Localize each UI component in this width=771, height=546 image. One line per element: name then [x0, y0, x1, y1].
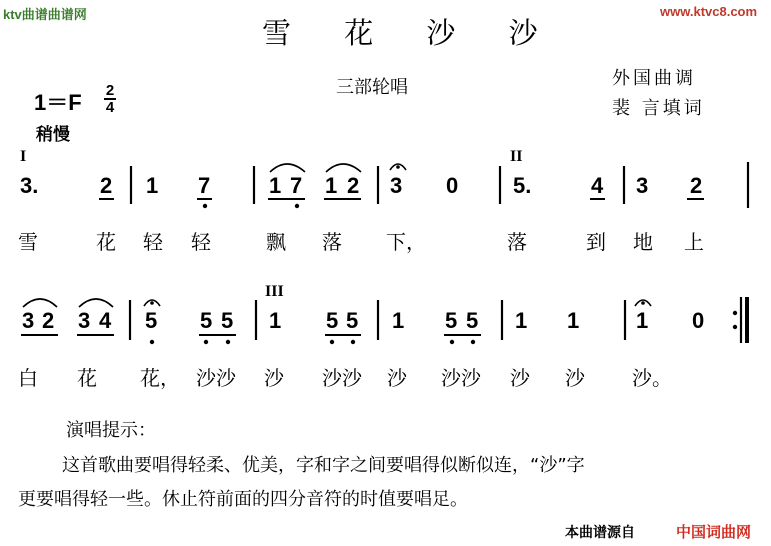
note: 5: [346, 308, 359, 333]
lyric: 沙沙: [196, 366, 236, 390]
note: 5: [466, 308, 479, 333]
lyric: 沙。: [632, 366, 672, 390]
note: 5.: [513, 173, 532, 198]
time-signature-top: 2: [105, 82, 115, 99]
note: 5: [145, 308, 158, 333]
slur: [270, 164, 305, 172]
octave-dot: [226, 340, 230, 344]
lyric: 到: [586, 230, 606, 254]
note: 3: [78, 308, 91, 333]
fermata-dot: [396, 165, 400, 169]
round-marker-2: II: [510, 148, 523, 165]
lyric: 雪: [18, 230, 38, 254]
watermark-right: www.ktvc8.com: [660, 4, 758, 19]
song-title: 雪 花 沙 沙: [262, 16, 560, 50]
repeat-bar-thick: [745, 297, 749, 343]
music-credit: 外国曲调: [612, 68, 696, 89]
slur: [23, 299, 57, 307]
performance-style: 三部轮唱: [336, 77, 408, 98]
lyric: 花，: [140, 366, 180, 390]
note: 5: [326, 308, 339, 333]
note: 4: [591, 173, 604, 198]
octave-dot: [471, 340, 475, 344]
note: 1: [392, 308, 405, 333]
lyric: 地: [633, 230, 653, 254]
octave-dot: [204, 340, 208, 344]
octave-dot: [450, 340, 454, 344]
lyric: 沙沙: [322, 366, 362, 390]
repeat-dot: [733, 311, 737, 315]
repeat-dot: [733, 325, 737, 329]
note: 2: [100, 173, 113, 198]
tempo-marking: 稍慢: [36, 125, 70, 145]
note: 1: [269, 308, 282, 333]
note: 5: [221, 308, 234, 333]
octave-dot: [351, 340, 355, 344]
note: 4: [99, 308, 112, 333]
note: 3: [22, 308, 35, 333]
note: 2: [347, 173, 360, 198]
tips-text-line-1: 这首歌曲要唱得轻柔、优美，字和字之间要唱得似断似连，“沙”字: [62, 455, 585, 476]
round-marker-3: III: [265, 283, 284, 300]
note: 3: [390, 173, 403, 198]
note: 1: [325, 173, 338, 198]
slur: [79, 299, 113, 307]
source-site-link[interactable]: 中国词曲网: [676, 523, 752, 541]
lyric: 轻: [191, 230, 211, 254]
note: 2: [42, 308, 55, 333]
octave-dot: [295, 204, 299, 208]
lyric: 白: [18, 366, 38, 390]
lyric: 沙沙: [441, 366, 481, 390]
note: 1: [515, 308, 528, 333]
fermata-dot: [150, 301, 154, 305]
lyric: 沙: [387, 366, 407, 390]
lyric: 沙: [565, 366, 585, 390]
lyric: 下，: [386, 230, 426, 254]
slur: [326, 164, 361, 172]
tips-text-line-2: 更要唱得轻一些。休止符前面的四分音符的时值要唱足。: [18, 489, 468, 510]
note: 5: [200, 308, 213, 333]
rest: 0: [446, 173, 459, 198]
note: 1: [636, 308, 649, 333]
note: 3: [636, 173, 649, 198]
watermark-left: ktv曲谱曲谱网: [3, 7, 87, 22]
note: 1: [269, 173, 282, 198]
fermata-dot: [641, 301, 645, 305]
lyric: 飘: [266, 230, 286, 254]
note: 3.: [20, 173, 39, 198]
round-marker-1: I: [20, 148, 27, 165]
key-signature: 1＝F: [34, 90, 82, 115]
lyric: 轻: [143, 230, 163, 254]
lyric: 上: [684, 230, 704, 254]
note: 2: [690, 173, 703, 198]
lyric: 花: [77, 366, 97, 390]
lyric: 沙: [264, 366, 284, 390]
time-signature-bottom: 4: [105, 99, 115, 116]
tips-heading: 演唱提示：: [66, 420, 156, 441]
octave-dot: [203, 204, 207, 208]
lyric: 沙: [510, 366, 530, 390]
lyrics-credit: 裴 言填词: [612, 98, 705, 119]
note: 1: [567, 308, 580, 333]
octave-dot: [330, 340, 334, 344]
lyric: 落: [322, 230, 342, 254]
note: 7: [290, 173, 303, 198]
rest: 0: [692, 308, 705, 333]
note: 5: [445, 308, 458, 333]
note: 7: [198, 173, 211, 198]
octave-dot: [150, 340, 154, 344]
lyric: 落: [507, 230, 527, 254]
source-label: 本曲谱源自: [565, 525, 635, 541]
lyric: 花: [96, 230, 116, 254]
note: 1: [146, 173, 159, 198]
